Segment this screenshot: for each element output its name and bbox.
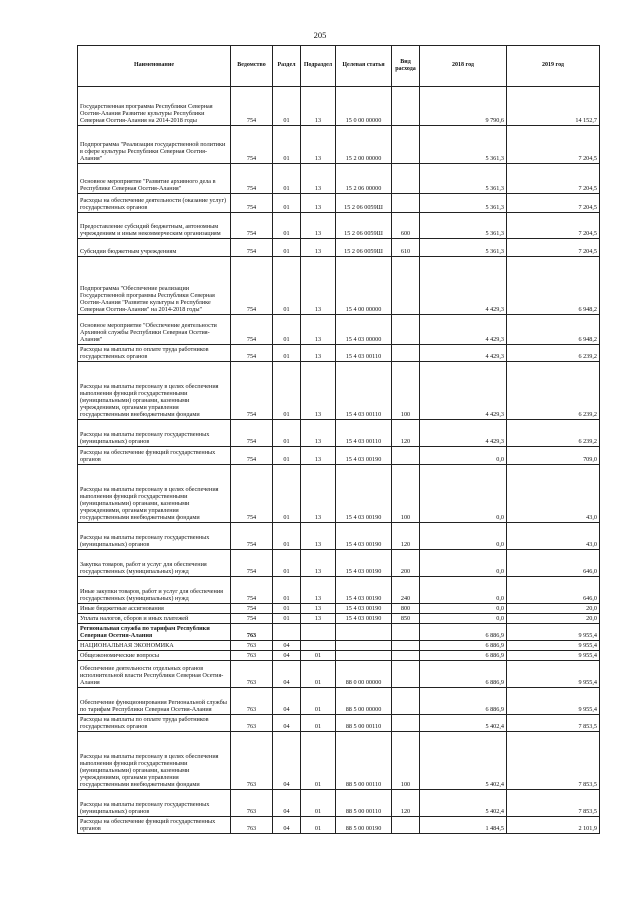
cell-target — [336, 651, 392, 661]
cell-section: 01 — [273, 523, 301, 550]
cell-dept: 754 — [231, 239, 273, 257]
cell-2019: 7 204,5 — [507, 126, 600, 164]
table-row — [78, 345, 600, 362]
header-exptype: Вид расхода — [392, 46, 420, 87]
table-row — [78, 315, 600, 345]
cell-section: 01 — [273, 194, 301, 213]
cell-exptype — [392, 194, 420, 213]
cell-section: 04 — [273, 732, 301, 790]
cell-2019: 646,0 — [507, 550, 600, 577]
cell-exptype — [392, 651, 420, 661]
cell-2019: 6 239,2 — [507, 420, 600, 447]
cell-section — [273, 624, 301, 641]
cell-section: 01 — [273, 87, 301, 126]
cell-subsection: 01 — [301, 817, 336, 834]
table-row — [78, 239, 600, 257]
cell-name: Общеэкономические вопросы — [78, 651, 231, 661]
cell-target: 15 4 03 00190 — [336, 523, 392, 550]
cell-exptype: 100 — [392, 362, 420, 420]
cell-name: Иные закупки товаров, работ и услуг для обеспечения государственных (муниципальных) нужд — [78, 577, 231, 604]
cell-exptype: 850 — [392, 614, 420, 624]
cell-dept: 754 — [231, 362, 273, 420]
cell-dept: 763 — [231, 688, 273, 715]
cell-2018: 0,0 — [420, 447, 507, 465]
cell-target: 15 4 03 00190 — [336, 550, 392, 577]
cell-dept: 754 — [231, 465, 273, 523]
cell-dept: 754 — [231, 550, 273, 577]
cell-exptype: 610 — [392, 239, 420, 257]
cell-2018: 9 790,6 — [420, 87, 507, 126]
cell-subsection: 01 — [301, 732, 336, 790]
page-number: 205 — [313, 30, 327, 40]
cell-2018: 4 429,3 — [420, 315, 507, 345]
cell-dept: 763 — [231, 651, 273, 661]
cell-2019: 7 204,5 — [507, 194, 600, 213]
cell-target: 88 5 00 00110 — [336, 732, 392, 790]
cell-dept: 754 — [231, 315, 273, 345]
cell-2018: 0,0 — [420, 604, 507, 614]
cell-dept: 754 — [231, 194, 273, 213]
table-row — [78, 447, 600, 465]
cell-2019: 6 948,2 — [507, 315, 600, 345]
cell-name: Государственная программа Республики Северная Осетия-Алания Развитие культуры Республики Северная Осетия-Алания на 2014-2018 годы — [78, 87, 231, 126]
cell-2018: 6 886,9 — [420, 688, 507, 715]
cell-dept: 754 — [231, 604, 273, 614]
cell-target: 15 0 00 00000 — [336, 87, 392, 126]
cell-target — [336, 641, 392, 651]
header-subsection: Подраздел — [301, 46, 336, 87]
table-row — [78, 164, 600, 194]
cell-subsection: 13 — [301, 465, 336, 523]
cell-section: 01 — [273, 550, 301, 577]
cell-exptype: 120 — [392, 523, 420, 550]
cell-2019: 6 239,2 — [507, 345, 600, 362]
table-row — [78, 523, 600, 550]
cell-name: Расходы на обеспечение функций государственных органов — [78, 447, 231, 465]
cell-dept: 754 — [231, 523, 273, 550]
table-body — [78, 87, 600, 834]
cell-2018: 6 886,9 — [420, 651, 507, 661]
cell-2019: 20,0 — [507, 614, 600, 624]
table-row — [78, 257, 600, 315]
cell-exptype: 120 — [392, 790, 420, 817]
cell-target: 15 4 03 00190 — [336, 447, 392, 465]
cell-subsection: 13 — [301, 447, 336, 465]
cell-section: 04 — [273, 661, 301, 688]
cell-2018: 5 361,3 — [420, 213, 507, 239]
table-row — [78, 87, 600, 126]
cell-dept: 763 — [231, 661, 273, 688]
cell-name: Расходы на выплаты персоналу государственных (муниципальных) органов — [78, 790, 231, 817]
cell-2018: 0,0 — [420, 577, 507, 604]
cell-name: Закупка товаров, работ и услуг для обеспечения государственных (муниципальных) нужд — [78, 550, 231, 577]
cell-target: 15 4 03 00190 — [336, 614, 392, 624]
cell-section: 01 — [273, 614, 301, 624]
cell-exptype: 100 — [392, 732, 420, 790]
cell-2018: 5 402,4 — [420, 715, 507, 732]
cell-subsection: 01 — [301, 651, 336, 661]
cell-exptype — [392, 715, 420, 732]
cell-subsection: 13 — [301, 315, 336, 345]
cell-section: 04 — [273, 790, 301, 817]
cell-exptype — [392, 641, 420, 651]
table-row — [78, 194, 600, 213]
cell-section: 01 — [273, 239, 301, 257]
cell-target: 15 2 06 0059Ш — [336, 194, 392, 213]
cell-subsection: 13 — [301, 550, 336, 577]
cell-target: 15 2 00 00000 — [336, 126, 392, 164]
table-row — [78, 420, 600, 447]
table-row — [78, 715, 600, 732]
cell-name: Расходы на выплаты персоналу в целях обеспечения выполнения функций государственными (муниципальными) органами, казенными учреждениями, органами управления государственными внебюджетными фондами — [78, 362, 231, 420]
cell-dept: 754 — [231, 614, 273, 624]
cell-2018: 5 361,3 — [420, 194, 507, 213]
cell-target: 15 4 03 00190 — [336, 465, 392, 523]
cell-exptype — [392, 345, 420, 362]
cell-2018: 5 402,4 — [420, 790, 507, 817]
cell-section: 01 — [273, 126, 301, 164]
cell-dept: 754 — [231, 126, 273, 164]
cell-exptype: 800 — [392, 604, 420, 614]
cell-exptype: 100 — [392, 465, 420, 523]
cell-exptype — [392, 688, 420, 715]
cell-dept: 763 — [231, 732, 273, 790]
cell-dept: 754 — [231, 257, 273, 315]
cell-name: Подпрограмма "Реализация государственной политики в сфере культуры Республики Северная Осетия-Алания" — [78, 126, 231, 164]
cell-name: Субсидии бюджетным учреждениям — [78, 239, 231, 257]
cell-section: 01 — [273, 315, 301, 345]
cell-2019: 20,0 — [507, 604, 600, 614]
cell-2019: 14 152,7 — [507, 87, 600, 126]
table-row — [78, 688, 600, 715]
cell-2018: 5 361,3 — [420, 126, 507, 164]
cell-target: 15 4 00 00000 — [336, 257, 392, 315]
cell-target: 15 2 06 00000 — [336, 164, 392, 194]
cell-dept: 754 — [231, 420, 273, 447]
cell-target: 88 5 00 00190 — [336, 817, 392, 834]
cell-exptype — [392, 661, 420, 688]
cell-target: 15 4 03 00110 — [336, 345, 392, 362]
cell-2019: 43,0 — [507, 465, 600, 523]
cell-target: 15 4 03 00000 — [336, 315, 392, 345]
table-header-row — [78, 46, 600, 87]
cell-2019: 9 955,4 — [507, 624, 600, 641]
cell-exptype — [392, 87, 420, 126]
cell-name: Расходы на выплаты по оплате труда работников государственных органов — [78, 715, 231, 732]
cell-exptype: 600 — [392, 213, 420, 239]
cell-section: 01 — [273, 604, 301, 614]
cell-2018: 4 429,3 — [420, 362, 507, 420]
table-row — [78, 641, 600, 651]
cell-subsection: 13 — [301, 345, 336, 362]
cell-exptype: 120 — [392, 420, 420, 447]
cell-subsection: 13 — [301, 614, 336, 624]
cell-name: Расходы на выплаты по оплате труда работников государственных органов — [78, 345, 231, 362]
cell-exptype — [392, 257, 420, 315]
cell-section: 01 — [273, 345, 301, 362]
table-row — [78, 126, 600, 164]
cell-subsection: 13 — [301, 87, 336, 126]
table-row — [78, 577, 600, 604]
cell-section: 01 — [273, 164, 301, 194]
cell-2018: 0,0 — [420, 465, 507, 523]
cell-2018: 6 886,9 — [420, 641, 507, 651]
cell-section: 01 — [273, 362, 301, 420]
cell-subsection: 13 — [301, 523, 336, 550]
cell-name: Региональная служба по тарифам Республики Северная Осетия-Алания — [78, 624, 231, 641]
cell-name: Расходы на выплаты персоналу в целях обеспечения выполнения функций государственными (муниципальными) органами, казенными учреждениями, органами управления государственными внебюджетными фондами — [78, 465, 231, 523]
cell-2018: 1 484,5 — [420, 817, 507, 834]
cell-exptype — [392, 126, 420, 164]
cell-subsection: 01 — [301, 661, 336, 688]
cell-2019: 9 955,4 — [507, 651, 600, 661]
cell-2019: 7 853,5 — [507, 732, 600, 790]
cell-dept: 763 — [231, 624, 273, 641]
cell-section: 01 — [273, 447, 301, 465]
cell-exptype: 240 — [392, 577, 420, 604]
cell-target: 15 4 03 00190 — [336, 604, 392, 614]
cell-target: 88 5 00 00110 — [336, 790, 392, 817]
cell-section: 04 — [273, 715, 301, 732]
cell-target: 88 0 00 00000 — [336, 661, 392, 688]
header-section: Раздел — [273, 46, 301, 87]
cell-subsection: 13 — [301, 362, 336, 420]
cell-section: 04 — [273, 817, 301, 834]
cell-2018: 0,0 — [420, 550, 507, 577]
cell-section: 01 — [273, 257, 301, 315]
cell-dept: 754 — [231, 213, 273, 239]
cell-2018: 4 429,3 — [420, 420, 507, 447]
cell-2019: 7 204,5 — [507, 164, 600, 194]
cell-2018: 5 402,4 — [420, 732, 507, 790]
cell-subsection: 13 — [301, 239, 336, 257]
cell-subsection: 01 — [301, 790, 336, 817]
cell-2018: 6 886,9 — [420, 661, 507, 688]
cell-name: Предоставление субсидий бюджетным, автономным учреждениям и иным некоммерческим организациям — [78, 213, 231, 239]
cell-subsection — [301, 624, 336, 641]
cell-name: Уплата налогов, сборов и иных платежей — [78, 614, 231, 624]
cell-subsection: 13 — [301, 213, 336, 239]
cell-2018: 5 361,3 — [420, 164, 507, 194]
cell-subsection: 13 — [301, 257, 336, 315]
cell-2018: 6 886,9 — [420, 624, 507, 641]
cell-target — [336, 624, 392, 641]
cell-subsection: 13 — [301, 604, 336, 614]
cell-exptype — [392, 624, 420, 641]
cell-2019: 6 948,2 — [507, 257, 600, 315]
cell-target: 15 4 03 00190 — [336, 577, 392, 604]
header-2018: 2018 год — [420, 46, 507, 87]
table-row — [78, 817, 600, 834]
cell-section: 01 — [273, 465, 301, 523]
header-target: Целевая статья — [336, 46, 392, 87]
cell-2019: 9 955,4 — [507, 641, 600, 651]
cell-target: 88 5 00 00110 — [336, 715, 392, 732]
cell-subsection: 13 — [301, 126, 336, 164]
cell-exptype — [392, 817, 420, 834]
cell-name: Расходы на выплаты персоналу государственных (муниципальных) органов — [78, 420, 231, 447]
cell-2019: 7 204,5 — [507, 239, 600, 257]
table-row — [78, 362, 600, 420]
cell-target: 15 4 03 00110 — [336, 420, 392, 447]
cell-name: Основное мероприятие "Обеспечение деятельности Архивной службы Республики Северная Осетия-Алания" — [78, 315, 231, 345]
cell-2019: 6 239,2 — [507, 362, 600, 420]
cell-section: 04 — [273, 651, 301, 661]
cell-2018: 0,0 — [420, 523, 507, 550]
header-name: Наименование — [78, 46, 231, 87]
cell-2019: 7 853,5 — [507, 790, 600, 817]
cell-name: Обеспечение деятельности отдельных органов исполнительной власти Республики Северная Осетия-Алания — [78, 661, 231, 688]
cell-2019: 9 955,4 — [507, 661, 600, 688]
table-row — [78, 661, 600, 688]
cell-exptype — [392, 164, 420, 194]
cell-dept: 754 — [231, 164, 273, 194]
table-row — [78, 213, 600, 239]
table-row — [78, 732, 600, 790]
cell-dept: 763 — [231, 790, 273, 817]
cell-name: НАЦИОНАЛЬНАЯ ЭКОНОМИКА — [78, 641, 231, 651]
cell-target: 15 4 03 00110 — [336, 362, 392, 420]
cell-target: 15 2 06 0059Ш — [336, 239, 392, 257]
cell-2018: 0,0 — [420, 614, 507, 624]
table-row — [78, 550, 600, 577]
cell-name: Обеспечение функционирования Региональной службы по тарифам Республики Северная Осетия-Алания — [78, 688, 231, 715]
cell-subsection: 13 — [301, 164, 336, 194]
cell-2019: 646,0 — [507, 577, 600, 604]
header-2019: 2019 год — [507, 46, 600, 87]
cell-dept: 763 — [231, 817, 273, 834]
cell-2018: 5 361,3 — [420, 239, 507, 257]
cell-2019: 709,0 — [507, 447, 600, 465]
cell-name: Расходы на выплаты персоналу в целях обеспечения выполнения функций государственными (муниципальными) органами, казенными учреждениями, органами управления государственными внебюджетными фондами — [78, 732, 231, 790]
cell-section: 01 — [273, 420, 301, 447]
cell-2018: 4 429,3 — [420, 345, 507, 362]
budget-table — [77, 45, 600, 834]
cell-2019: 2 101,9 — [507, 817, 600, 834]
cell-exptype — [392, 315, 420, 345]
cell-subsection: 13 — [301, 577, 336, 604]
header-dept: Ведомство — [231, 46, 273, 87]
cell-name: Иные бюджетные ассигнования — [78, 604, 231, 614]
table-row — [78, 624, 600, 641]
cell-name: Расходы на обеспечение функций государственных органов — [78, 817, 231, 834]
cell-exptype — [392, 447, 420, 465]
cell-dept: 754 — [231, 345, 273, 362]
cell-2019: 43,0 — [507, 523, 600, 550]
cell-subsection: 01 — [301, 715, 336, 732]
cell-subsection — [301, 641, 336, 651]
cell-2019: 7 204,5 — [507, 213, 600, 239]
cell-dept: 754 — [231, 577, 273, 604]
cell-2019: 9 955,4 — [507, 688, 600, 715]
cell-exptype: 200 — [392, 550, 420, 577]
cell-2018: 4 429,3 — [420, 257, 507, 315]
cell-section: 04 — [273, 688, 301, 715]
table-row — [78, 614, 600, 624]
table-row — [78, 604, 600, 614]
cell-name: Основное мероприятие "Развитие архивного дела в Республике Северная Осетия-Алания" — [78, 164, 231, 194]
cell-dept: 763 — [231, 715, 273, 732]
cell-dept: 763 — [231, 641, 273, 651]
cell-name: Расходы на обеспечение деятельности (оказание услуг) государственных органов — [78, 194, 231, 213]
cell-target: 15 2 06 0059Ш — [336, 213, 392, 239]
table-row — [78, 465, 600, 523]
cell-subsection: 01 — [301, 688, 336, 715]
cell-dept: 754 — [231, 447, 273, 465]
cell-name: Подпрограмма "Обеспечение реализации Государственной программы Республики Северная Осетия-Алания "Развитие культуры в Республике Северная Осетия-Алания" на 2014-2018 годы" — [78, 257, 231, 315]
cell-subsection: 13 — [301, 420, 336, 447]
table-row — [78, 651, 600, 661]
cell-section: 01 — [273, 213, 301, 239]
cell-section: 01 — [273, 577, 301, 604]
cell-2019: 7 853,5 — [507, 715, 600, 732]
cell-name: Расходы на выплаты персоналу государственных (муниципальных) органов — [78, 523, 231, 550]
cell-section: 04 — [273, 641, 301, 651]
cell-target: 88 5 00 00000 — [336, 688, 392, 715]
cell-subsection: 13 — [301, 194, 336, 213]
cell-dept: 754 — [231, 87, 273, 126]
table-row — [78, 790, 600, 817]
